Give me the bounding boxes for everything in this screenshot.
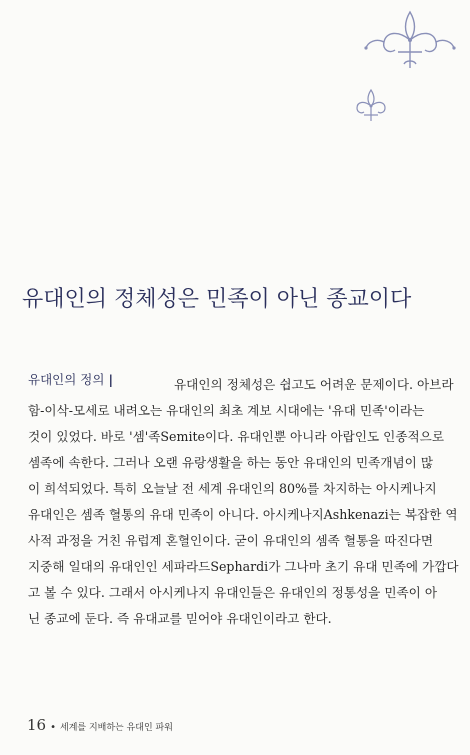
running-title: 세계를 지배하는 유대인 파워: [60, 723, 173, 733]
body-line: 유대인의 정체성은 쉽고도 어려운 문제이다. 아브라: [174, 377, 454, 392]
chapter-title: 유대인의 정체성은 민족이 아닌 종교이다: [22, 287, 412, 312]
body-line: 유대인은 셈족 혈통의 유대 민족이 아니다. 아시케나지Ashkenazi는 복잡한 역: [28, 507, 458, 522]
body-line: 함-이삭-모세로 내려오는 유대인의 최초 계보 시대에는 '유대 민족'이라는: [28, 403, 425, 418]
body-line: 이 희석되었다. 특히 오늘날 전 세계 유대인의 80%를 차지하는 아시케나지: [28, 481, 437, 496]
footer-separator: •: [50, 722, 56, 733]
body-line: 것이 있었다. 바로 '셈'족Semite이다. 유대인뿐 아니라 아랍인도 인종적으로: [28, 429, 444, 444]
body-line: 사적 과정을 거친 유럽계 혼혈인이다. 굳이 유대인의 셈족 혈통을 따진다면: [28, 533, 433, 548]
page-number: 16: [27, 716, 47, 734]
body-line: 고 볼 수 있다. 그래서 아시케나지 유대인들은 유대인의 정통성을 민족이 아: [28, 585, 438, 600]
section-heading-label: 유대인의 정의: [28, 372, 105, 387]
fleur-de-lis-ornament-icon: [360, 8, 460, 73]
body-paragraph: [28, 372, 459, 632]
body-line: 지중해 일대의 유대인인 세파라드Sephardi가 그나마 초기 유대 민족에 가깝다: [28, 559, 459, 574]
page-footer: [27, 715, 173, 734]
body-line: 닌 종교에 둔다. 즉 유대교를 믿어야 유대인이라고 한다.: [28, 611, 332, 626]
small-fleur-ornament-icon: [349, 87, 393, 125]
section-heading-bar: |: [108, 372, 114, 387]
body-line: 셈족에 속한다. 그러나 오랜 유랑생활을 하는 동안 유대인의 민족개념이 많: [28, 455, 433, 470]
